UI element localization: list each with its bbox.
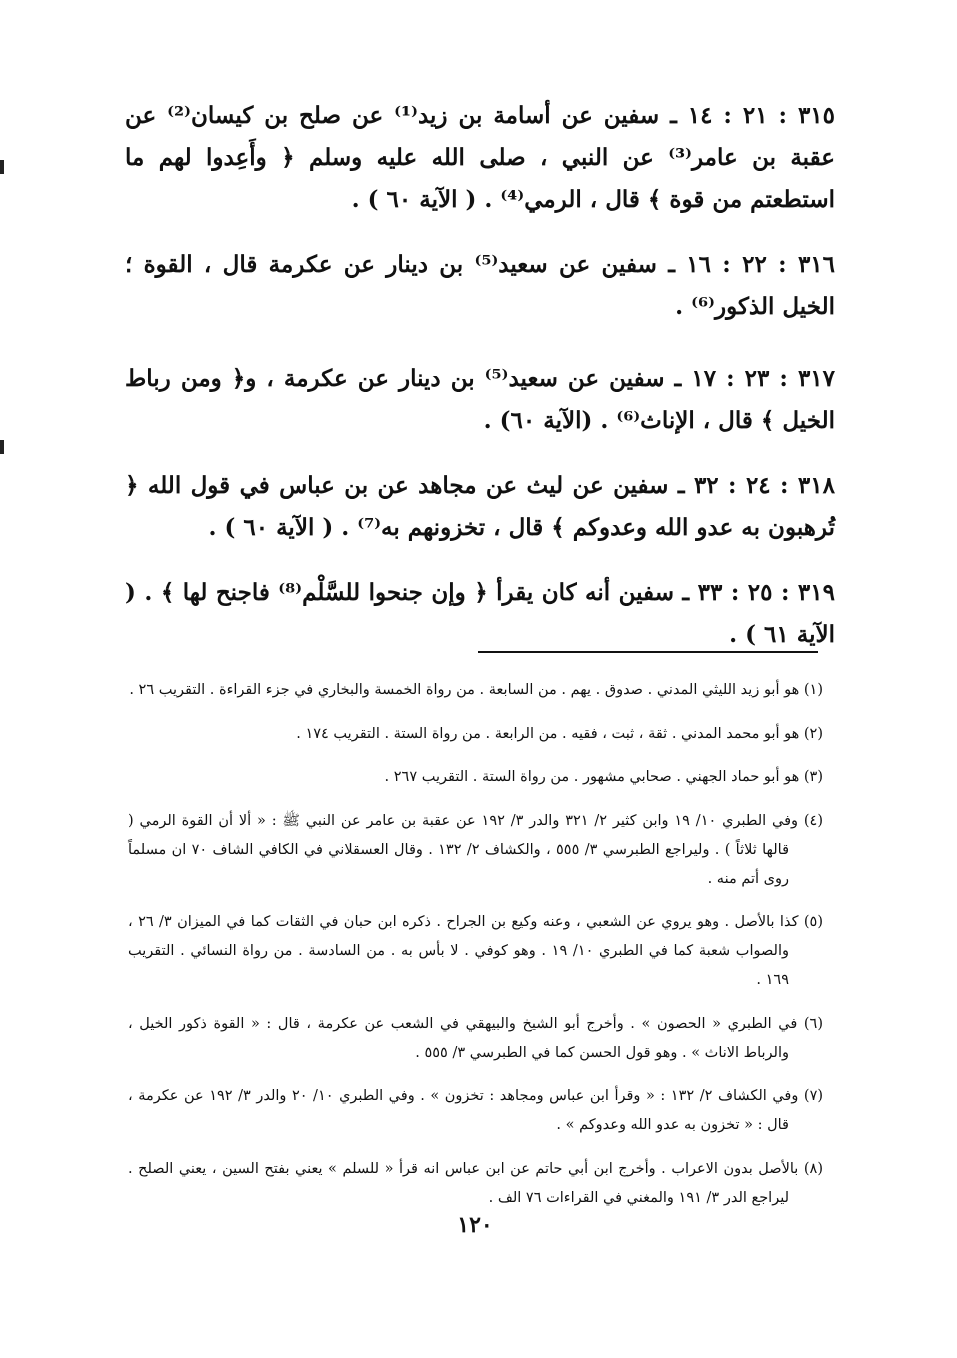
footnote-text: وفي الطبري ١٠/ ١٩ وابن كثير ٢/ ٣٢١ والدر ٣/ ١٩٢ عن عقبة بن عامر عن النبي ﷺ : « ألا أن القوة الرمي ( قالها ثلاثاً ) . وليراجع الطبرسي ٣/ ٥٥٥ ، والكشاف ٢/ ١٣٢ . وقال العسقلاني في الكافي الشاف ٧٠ ان مسلماً روى أتم منه . [128, 812, 799, 887]
entry-317: ٣١٧ : ٢٣ : ١٧ ـ سفين عن سعيد⁽⁵⁾ بن دينار عن عكرمة ، و﴿ ومن رباط الخيل ﴾ قال ، الإناث⁽⁶⁾ . (الآية ٦٠) . [125, 365, 835, 434]
footnote-divider [478, 651, 818, 653]
footnote-text: هو أبو محمد المدني . ثقة ، ثبت ، فقيه . من الرابعة . من رواة الستة . التقريب ١٧٤ . [296, 725, 800, 742]
entry-315: ٣١٥ : ٢١ : ١٤ ـ سفين عن أسامة بن زيد⁽¹⁾ عن صلح بن كيسان⁽²⁾ عن عقبة بن عامر⁽³⁾ عن النبي ، صلى الله عليه وسلم ﴿ وأَعِدوا لهم ما استطعتم من قوة ﴾ قال ، الرمي⁽⁴⁾ . ( الآية ٦٠ ) . [125, 102, 835, 213]
entry-319: ٣١٩ : ٢٥ : ٣٣ ـ سفين أنه كان يقرأ ﴿ وإن جنحوا للسَّلْم⁽⁸⁾ فاجنح لها ﴾ . ( الآية ٦١ ) . [125, 579, 835, 648]
page-number: ١٢٠ [457, 1212, 493, 1238]
footnote-label: (٣) [803, 769, 823, 785]
footnote-6 [128, 1010, 823, 1068]
footnote-text: بالأصل بدون الاعراب . وأخرج ابن أبي حاتم عن ابن عباس انه قرأ « للسلم » يعني بفتح السين ، يعني الصلح . ليراجع الدر ٣/ ١٩١ والمغني في القراءات ٧٦ الف . [128, 1160, 799, 1206]
footnote-7 [128, 1082, 823, 1140]
footnote-text: هو أبو زيد الليثي المدني . صدوق . يهم . من السابعة . من رواة الخمسة والبخاري في جزء القراءة . التقريب ٢٦ . [129, 682, 800, 698]
footnote-label: (٢) [803, 725, 823, 742]
footnote-5 [128, 908, 823, 995]
scan-edge-mark [0, 160, 4, 174]
footnote-2 [128, 720, 823, 749]
entry-318: ٣١٨ : ٢٤ : ٣٢ ـ سفين عن ليث عن مجاهد عن بن عباس في قول الله ﴿ تُرهبون به عدو الله وعدوكم ﴾ قال ، تخزونهم به⁽⁷⁾ . ( الآية ٦٠ ) . [125, 472, 835, 541]
footnote-label: (٦) [803, 1015, 823, 1032]
footnote-8 [128, 1155, 823, 1213]
footnote-label: (٥) [803, 914, 824, 930]
entry-316: ٣١٦ : ٢٢ : ١٦ ـ سفين عن سعيد⁽⁵⁾ بن دينار عن عكرمة قال ، القوة ؛ الخيل الذكور⁽⁶⁾ . [125, 251, 835, 320]
scan-edge-mark [0, 440, 4, 454]
footnote-1 [128, 676, 823, 705]
footnote-label: (٨) [803, 1160, 823, 1177]
footnote-text: وفي الكشاف ٢/ ١٣٢ : « وقرأ ابن عباس ومجاهد : تخزون » . وفي الطبري ١٠/ ٢٠ والدر ٣/ ١٩٢ عن عكرمة ، قال : « تخزون به عدو الله وعدوكم » . [128, 1088, 799, 1133]
footnote-text: في الطبري « الحصون » . وأخرج أبو الشيخ والبيهقي في الشعب عن عكرمة ، قال : « القوة ذكور الخيل ، والرباط الاناث » . وهو قول الحسن كما في الطبرسي ٣/ ٥٥٥ . [128, 1015, 798, 1061]
footnote-text: هو أبو حماد الجهني . صحابي مشهور . من رواة الستة . التقريب ٢٦٧ . [384, 769, 800, 785]
footnotes [128, 676, 823, 1213]
footnote-text: كذا بالأصل . وهو يروي عن الشعبي ، وعنه وكيع بن الجراح . ذكره ابن حبان في الثقات كما في الميزان ٣/ ٢٦ ، والصواب شعبة كما في الطبري ١٠/ ١٩ . وهو كوفي . لا بأس به . من السادسة . من رواة النسائي . التقريب ١٦٩ . [128, 914, 799, 988]
footnote-label: (٧) [803, 1088, 824, 1104]
footnote-label: (٤) [803, 812, 824, 829]
main-text [125, 95, 835, 668]
footnote-4 [128, 807, 823, 894]
footnote-label: (١) [803, 682, 823, 698]
footnote-3 [128, 763, 823, 792]
